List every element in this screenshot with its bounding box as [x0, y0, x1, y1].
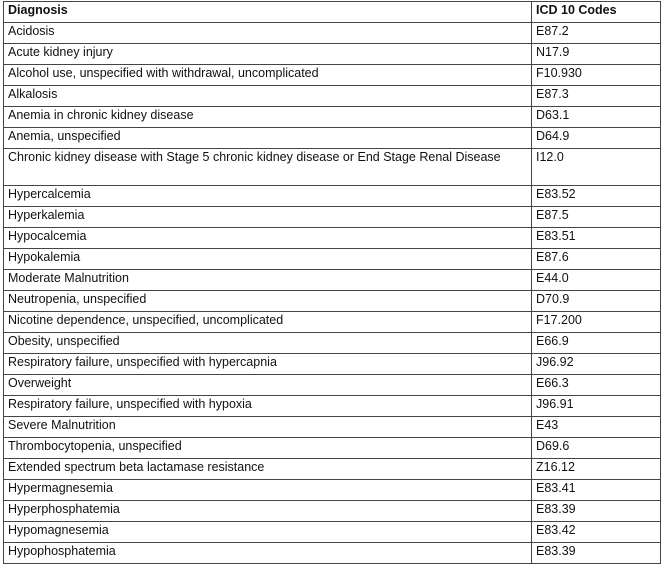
diagnosis-cell: Alcohol use, unspecified with withdrawal, uncomplicated — [4, 65, 532, 86]
icd10-code-cell: E83.42 — [532, 522, 661, 543]
table-row — [4, 44, 661, 65]
table-row — [4, 186, 661, 207]
diagnosis-cell: Anemia, unspecified — [4, 128, 532, 149]
diagnosis-cell: Hypomagnesemia — [4, 522, 532, 543]
icd10-code-cell: Z16.12 — [532, 459, 661, 480]
table-header-row — [4, 2, 661, 23]
icd10-code-cell: E87.6 — [532, 249, 661, 270]
table-row — [4, 86, 661, 107]
diagnosis-cell: Nicotine dependence, unspecified, uncomplicated — [4, 312, 532, 333]
icd10-code-cell: D64.9 — [532, 128, 661, 149]
icd10-code-cell: F10.930 — [532, 65, 661, 86]
diagnosis-cell: Hyperkalemia — [4, 207, 532, 228]
icd10-code-cell: E83.51 — [532, 228, 661, 249]
diagnosis-table-container — [3, 1, 661, 564]
icd10-code-cell: I12.0 — [532, 149, 661, 186]
diagnosis-cell: Hypermagnesemia — [4, 480, 532, 501]
icd10-code-cell: E87.5 — [532, 207, 661, 228]
icd10-code-cell: J96.91 — [532, 396, 661, 417]
diagnosis-cell: Anemia in chronic kidney disease — [4, 107, 532, 128]
diagnosis-cell: Extended spectrum beta lactamase resistance — [4, 459, 532, 480]
table-row — [4, 291, 661, 312]
icd10-code-cell: E87.2 — [532, 23, 661, 44]
icd10-code-cell: D63.1 — [532, 107, 661, 128]
icd10-code-cell: E66.3 — [532, 375, 661, 396]
icd10-code-cell: D70.9 — [532, 291, 661, 312]
icd10-code-cell: D69.6 — [532, 438, 661, 459]
table-row — [4, 312, 661, 333]
table-row — [4, 207, 661, 228]
diagnosis-cell: Neutropenia, unspecified — [4, 291, 532, 312]
table-body — [4, 23, 661, 564]
table-row — [4, 107, 661, 128]
icd10-code-cell: E83.39 — [532, 501, 661, 522]
table-row — [4, 23, 661, 44]
table-row — [4, 396, 661, 417]
diagnosis-cell: Moderate Malnutrition — [4, 270, 532, 291]
diagnosis-cell: Severe Malnutrition — [4, 417, 532, 438]
icd10-code-cell: E87.3 — [532, 86, 661, 107]
table-row — [4, 149, 661, 186]
diagnosis-cell: Obesity, unspecified — [4, 333, 532, 354]
icd10-code-cell: E43 — [532, 417, 661, 438]
table-row — [4, 65, 661, 86]
icd10-code-cell: F17.200 — [532, 312, 661, 333]
table-row — [4, 354, 661, 375]
table-row — [4, 128, 661, 149]
table-row — [4, 480, 661, 501]
table-row — [4, 249, 661, 270]
table-row — [4, 522, 661, 543]
table-row — [4, 501, 661, 522]
diagnosis-cell: Chronic kidney disease with Stage 5 chronic kidney disease or End Stage Renal Disease — [4, 149, 532, 186]
icd10-code-cell: E66.9 — [532, 333, 661, 354]
icd10-code-cell: E83.52 — [532, 186, 661, 207]
diagnosis-cell: Hyperphosphatemia — [4, 501, 532, 522]
table-row — [4, 417, 661, 438]
table-row — [4, 333, 661, 354]
table-row — [4, 459, 661, 480]
diagnosis-cell: Hypokalemia — [4, 249, 532, 270]
diagnosis-cell: Respiratory failure, unspecified with hypoxia — [4, 396, 532, 417]
table-row — [4, 228, 661, 249]
diagnosis-cell: Thrombocytopenia, unspecified — [4, 438, 532, 459]
header-diagnosis: Diagnosis — [4, 2, 532, 23]
icd10-code-cell: J96.92 — [532, 354, 661, 375]
diagnosis-cell: Hypocalcemia — [4, 228, 532, 249]
table-row — [4, 270, 661, 291]
diagnosis-cell: Acidosis — [4, 23, 532, 44]
diagnosis-cell: Respiratory failure, unspecified with hypercapnia — [4, 354, 532, 375]
table-row — [4, 375, 661, 396]
diagnosis-cell: Overweight — [4, 375, 532, 396]
icd10-code-cell: E44.0 — [532, 270, 661, 291]
diagnosis-cell: Hypophosphatemia — [4, 543, 532, 564]
diagnosis-cell: Alkalosis — [4, 86, 532, 107]
header-icd10-codes: ICD 10 Codes — [532, 2, 661, 23]
icd10-code-cell: N17.9 — [532, 44, 661, 65]
diagnosis-cell: Acute kidney injury — [4, 44, 532, 65]
table-row — [4, 543, 661, 564]
diagnosis-code-table — [3, 1, 661, 564]
icd10-code-cell: E83.39 — [532, 543, 661, 564]
table-row — [4, 438, 661, 459]
icd10-code-cell: E83.41 — [532, 480, 661, 501]
diagnosis-cell: Hypercalcemia — [4, 186, 532, 207]
